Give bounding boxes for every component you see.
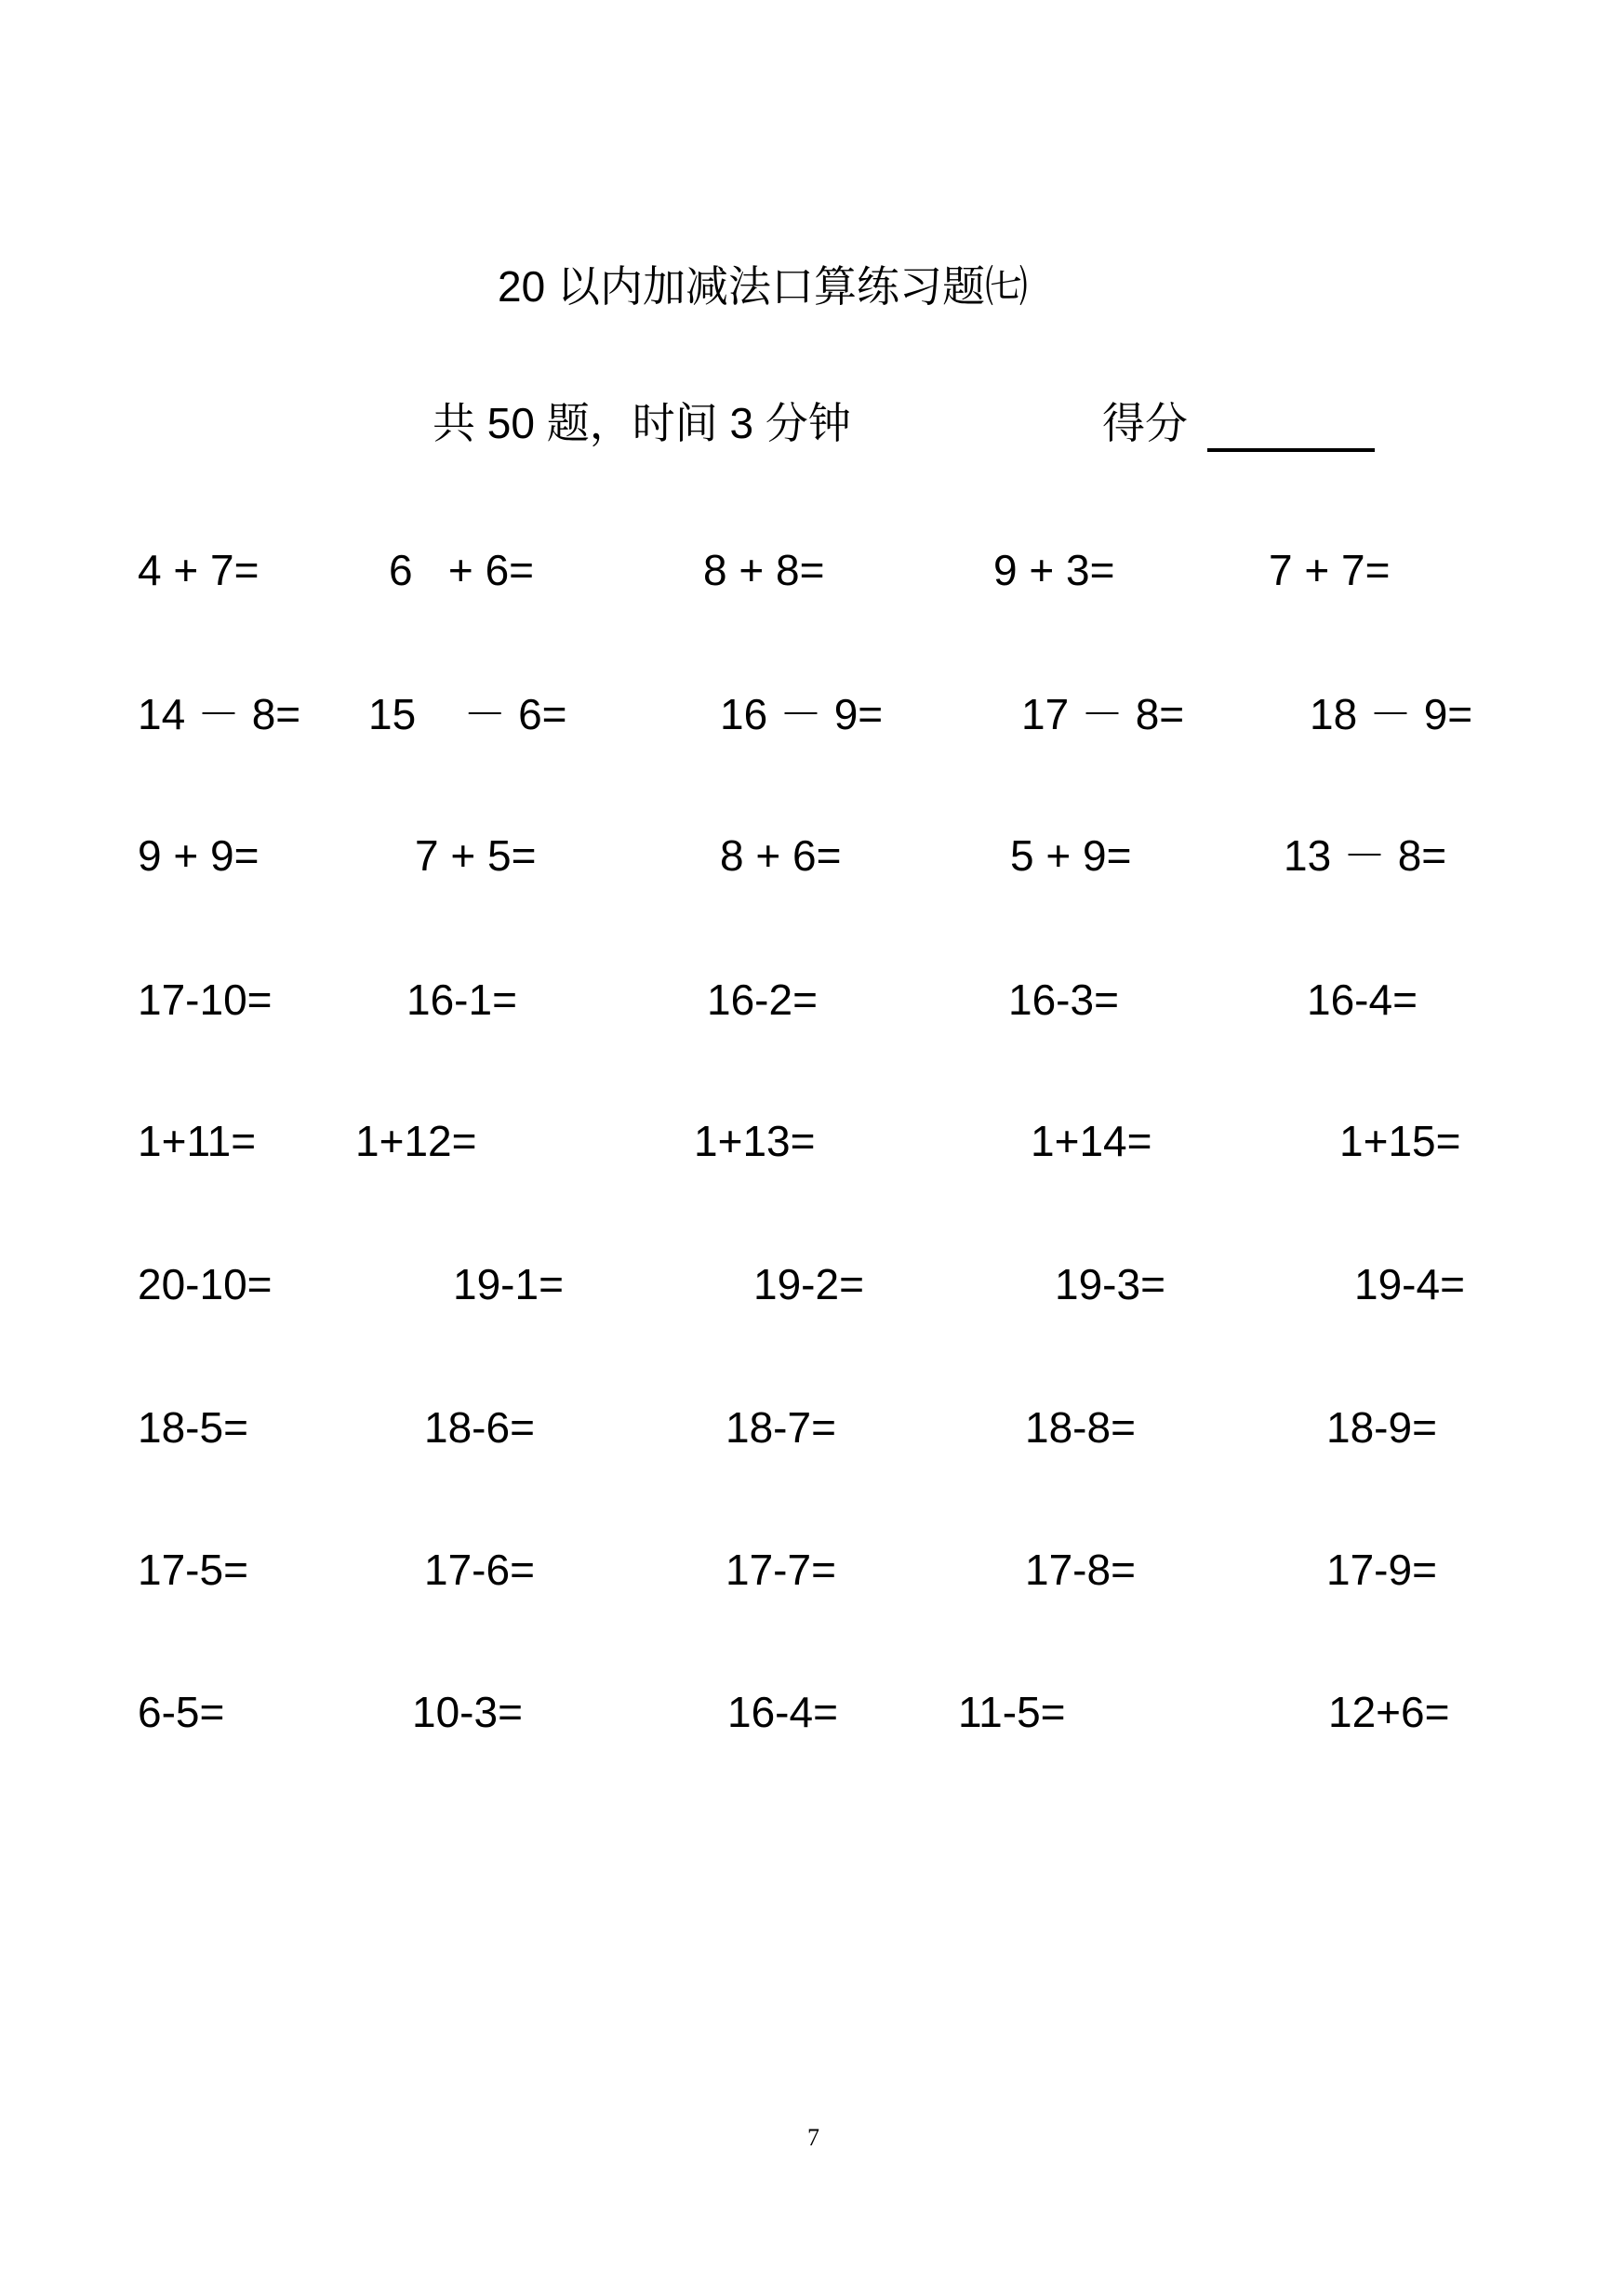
problem-7-4: 18-8= bbox=[1025, 1403, 1136, 1452]
problem-4-1: 17-10= bbox=[138, 975, 273, 1024]
problem-9-3: 16-4= bbox=[727, 1688, 838, 1736]
problem-9-4: 11-5= bbox=[958, 1688, 1066, 1736]
problem-9-2: 10-3= bbox=[412, 1688, 523, 1736]
problem-6-5: 19-4= bbox=[1354, 1260, 1465, 1308]
problem-6-3: 19-2= bbox=[753, 1260, 864, 1308]
problem-3-3: 8 + 6= bbox=[720, 831, 842, 880]
exercise-info: 共 50 题，时间 3 分钟 bbox=[433, 399, 851, 447]
page-title: 20 以内加减法口算练习题㈦ bbox=[498, 262, 1028, 311]
problem-6-1: 20-10= bbox=[138, 1260, 273, 1308]
problem-8-1: 17-5= bbox=[138, 1546, 248, 1594]
problem-4-2: 16-1= bbox=[406, 975, 517, 1024]
score-blank-line bbox=[1207, 448, 1375, 452]
problem-8-4: 17-8= bbox=[1025, 1546, 1136, 1594]
problem-5-4: 1+14= bbox=[1031, 1117, 1152, 1165]
problem-5-2: 1+12= bbox=[355, 1117, 477, 1165]
problem-6-4: 19-3= bbox=[1055, 1260, 1165, 1308]
problem-4-4: 16-3= bbox=[1008, 975, 1119, 1024]
problem-2-3: 16 － 9= bbox=[720, 690, 884, 738]
score-label: 得分 bbox=[1102, 399, 1188, 447]
problem-1-4: 9 + 3= bbox=[993, 546, 1115, 594]
problem-7-1: 18-5= bbox=[138, 1403, 248, 1452]
problem-4-3: 16-2= bbox=[707, 975, 818, 1024]
problem-9-5: 12+6= bbox=[1328, 1688, 1450, 1736]
problem-7-5: 18-9= bbox=[1326, 1403, 1437, 1452]
problem-3-2: 7 + 5= bbox=[415, 831, 537, 880]
problem-3-5: 13 － 8= bbox=[1284, 831, 1447, 880]
problem-7-2: 18-6= bbox=[424, 1403, 535, 1452]
problem-6-2: 19-1= bbox=[453, 1260, 564, 1308]
problem-1-5: 7 + 7= bbox=[1269, 546, 1391, 594]
problem-5-1: 1+11= bbox=[138, 1117, 257, 1165]
problem-8-2: 17-6= bbox=[424, 1546, 535, 1594]
problem-2-1: 14 － 8= bbox=[138, 690, 301, 738]
problem-8-3: 17-7= bbox=[725, 1546, 836, 1594]
problem-7-3: 18-7= bbox=[725, 1403, 836, 1452]
problem-8-5: 17-9= bbox=[1326, 1546, 1437, 1594]
problem-5-3: 1+13= bbox=[694, 1117, 816, 1165]
problem-9-1: 6-5= bbox=[138, 1688, 225, 1736]
problem-1-2: 6 + 6= bbox=[389, 546, 535, 594]
problem-4-5: 16-4= bbox=[1307, 975, 1418, 1024]
problem-2-4: 17 － 8= bbox=[1021, 690, 1185, 738]
problem-1-3: 8 + 8= bbox=[703, 546, 825, 594]
problem-2-5: 18 － 9= bbox=[1310, 690, 1473, 738]
problem-1-1: 4 + 7= bbox=[138, 546, 260, 594]
problem-5-5: 1+15= bbox=[1339, 1117, 1461, 1165]
problem-2-2: 15 － 6= bbox=[368, 690, 567, 738]
page-number: 7 bbox=[807, 2124, 819, 2151]
problem-3-1: 9 + 9= bbox=[138, 831, 260, 880]
problem-3-4: 5 + 9= bbox=[1010, 831, 1132, 880]
